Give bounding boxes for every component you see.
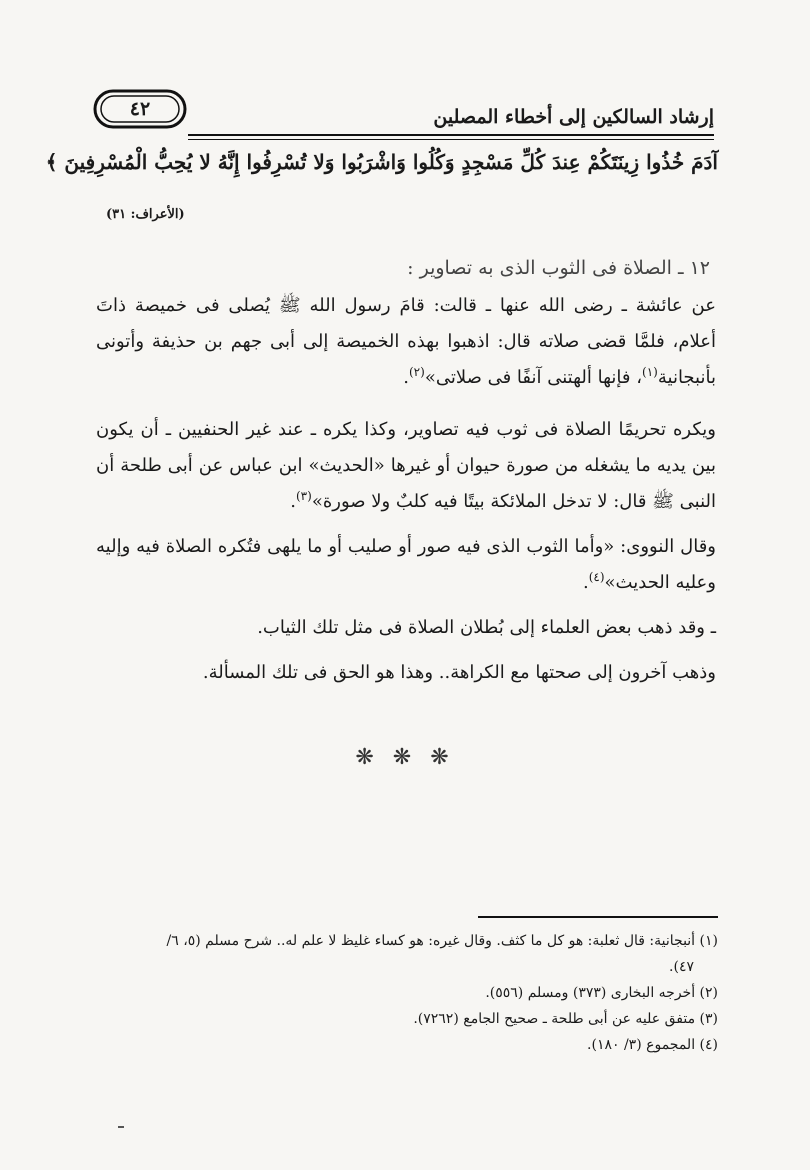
section-separator: ❋ ❋ ❋ — [355, 745, 455, 770]
paragraph-images-ruling — [96, 412, 716, 520]
footnotes — [100, 928, 718, 1058]
paragraph-text: ويكره تحريمًا الصلاة فى ثوب فيه تصاوير، وكذا يكره ـ عند غير الحنفيين ـ أن يكون بين يديه ما يشغله من صورة حيوان أو غيرها «الحديث» ابن عباس عن أبى طلحة أن النبى ﷺ قال: لا تدخل الملائكة بيتًا فيه كلبٌ ولا صورة» — [96, 419, 716, 512]
header-rule — [188, 134, 714, 136]
footnote-marker: (١) — [642, 365, 658, 379]
page-header — [92, 88, 714, 138]
paragraph-text: . — [290, 491, 296, 512]
paragraph-invalidity-view: ـ وقد ذهب بعض العلماء إلى بُطلان الصلاة فى مثل تلك الثياب. — [257, 617, 716, 638]
header-rule-thin — [188, 139, 714, 140]
footnote-1: (١) أنبجانية: قال ثعلبة: هو كل ما كثف. وقال غيره: هو كساء غليظ لا علم له.. شرح مسلم (٥، ٦/ — [166, 933, 718, 949]
quran-verse: آدَمَ خُذُوا زِينَتَكُمْ عِندَ كُلِّ مَسْجِدٍ وَكُلُوا وَاشْرَبُوا وَلا تُسْرِفُوا إِنَّهُ لا يُحِبُّ الْمُسْرِفِينَ ﴾ — [45, 150, 718, 174]
section-heading: ١٢ ـ الصلاة فى الثوب الذى به تصاوير : — [407, 257, 710, 279]
verse-reference: (الأعراف: ٣١) — [106, 207, 185, 222]
footnote-3: (٣) متفق عليه عن أبى طلحة ـ صحيح الجامع (٧٢٦٢). — [413, 1011, 718, 1027]
paragraph-text: . — [403, 367, 409, 388]
paragraph-text: ، فإنها ألهتنى آنفًا فى صلاتى» — [424, 367, 643, 388]
paragraph-validity-view: وذهب آخرون إلى صحتها مع الكراهة.. وهذا هو الحق فى تلك المسألة. — [202, 662, 716, 683]
page-number: ٤٢ — [129, 98, 151, 120]
paragraph-text: وقال النووى: «وأما الثوب الذى فيه صور أو صليب أو ما يلهى فتُكره الصلاة فيه وإليه وعليه الحديث» — [96, 536, 716, 593]
footnote-marker: (٤) — [588, 570, 605, 584]
page-number-badge — [92, 88, 188, 130]
paragraph-text: عن عائشة ـ رضى الله عنها ـ قالت: قامَ رسول الله ﷺ يُصلى فى خميصة ذاتَ أعلام، فلمَّا قضى صلاته قال: اذهبوا بهذه الخميصة إلى أبى جهم بن حذيفة وأتونى بأنبجانية — [96, 295, 716, 388]
footnote-2: (٢) أخرجه البخارى (٣٧٣) ومسلم (٥٥٦). — [485, 985, 718, 1001]
footnote-1-continued: ٤٧). — [669, 959, 694, 975]
footnote-4: (٤) المجموع (٣/ ١٨٠). — [587, 1037, 718, 1053]
footnote-rule — [478, 916, 718, 918]
paragraph-aisha-hadith — [96, 288, 716, 396]
footnote-marker: (٣) — [295, 489, 312, 503]
paragraph-nawawi — [96, 529, 716, 601]
scan-mark — [118, 1126, 124, 1128]
paragraph-text: . — [582, 572, 589, 593]
footnote-marker: (٢) — [408, 365, 425, 379]
book-title: إرشاد السالكين إلى أخطاء المصلين — [433, 106, 714, 128]
